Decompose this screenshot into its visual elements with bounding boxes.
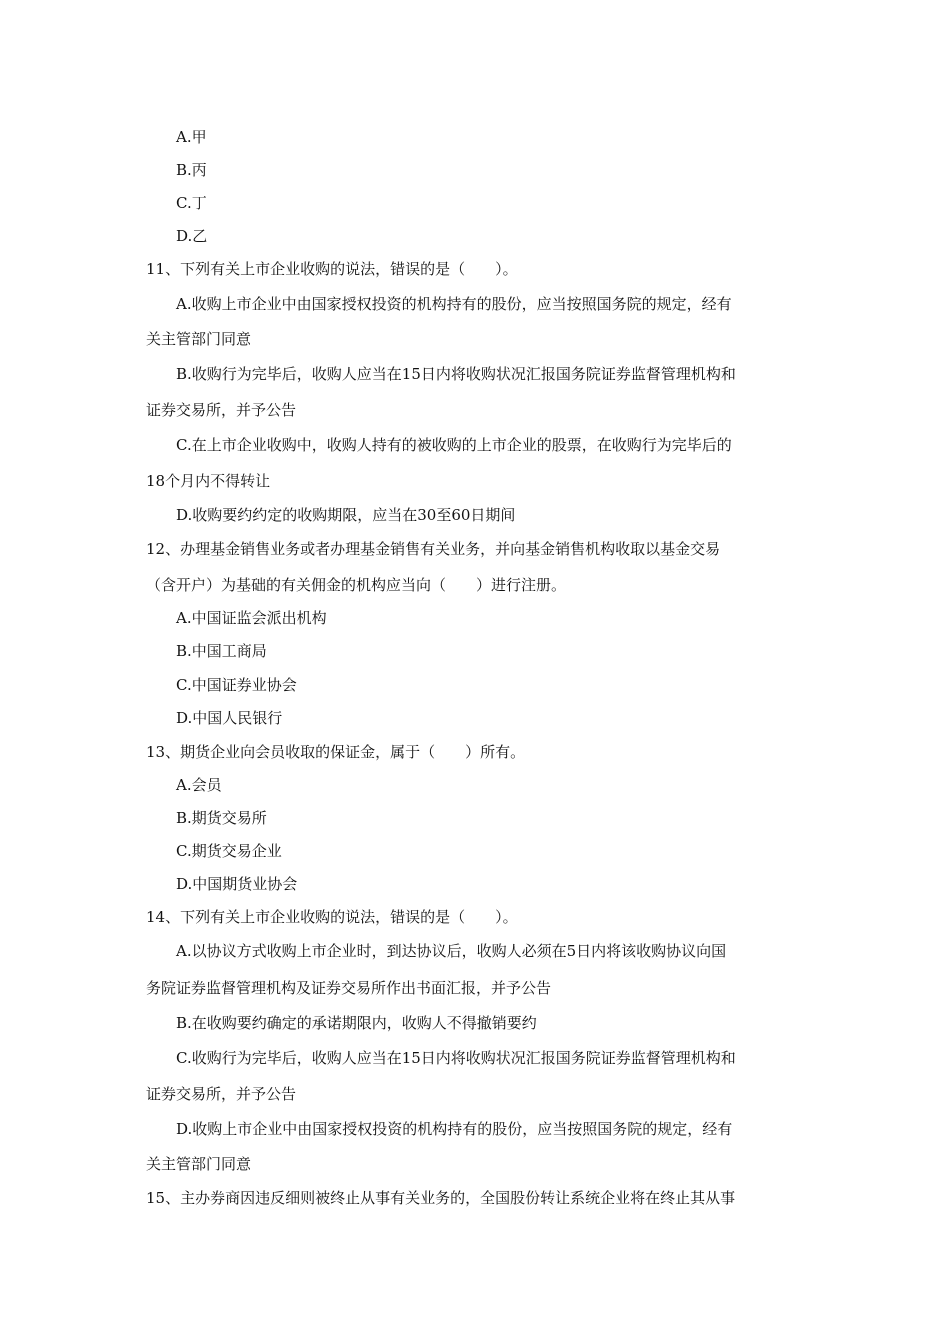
question-line: 12、办理基金销售业务或者办理基金销售有关业务，并向基金销售机构收取以基金交易 [146,540,721,558]
question-line: 13、期货企业向会员收取的保证金，属于（ ）所有。 [146,743,526,761]
question-line: 14、下列有关上市企业收购的说法，错误的是（ ）。 [146,908,518,926]
option-line: B.中国工商局 [176,642,267,660]
option-line: A.甲 [176,128,207,146]
question-line: 11、下列有关上市企业收购的说法，错误的是（ ）。 [146,260,518,278]
option-line: B.丙 [176,161,207,179]
text-continuation-line: 关主管部门同意 [146,330,252,348]
text-continuation-line: （含开户）为基础的有关佣金的机构应当向（ ）进行注册。 [146,576,567,594]
text-continuation-line: 务院证券监督管理机构及证券交易所作出书面汇报，并予公告 [146,979,552,997]
option-line: A.会员 [176,776,222,794]
option-line: D.乙 [176,227,208,245]
text-continuation-line: 18个月内不得转让 [146,472,271,490]
text-continuation-line: 证券交易所，并予公告 [146,401,297,419]
option-line: D.收购上市企业中由国家授权投资的机构持有的股份，应当按照国务院的规定，经有 [176,1120,733,1138]
question-line: 15、主办券商因违反细则被终止从事有关业务的，全国股份转让系统企业将在终止其从事 [146,1189,736,1207]
option-line: D.收购要约约定的收购期限，应当在30至60日期间 [176,506,516,524]
option-line: D.中国人民银行 [176,709,283,727]
option-line: A.以协议方式收购上市企业时，到达协议后，收购人必须在5日内将该收购协议向国 [176,942,727,960]
option-line: B.收购行为完毕后，收购人应当在15日内将收购状况汇报国务院证券监督管理机构和 [176,365,736,383]
option-line: C.丁 [176,194,207,212]
option-line: C.收购行为完毕后，收购人应当在15日内将收购状况汇报国务院证券监督管理机构和 [176,1049,736,1067]
text-continuation-line: 关主管部门同意 [146,1155,252,1173]
option-line: C.在上市企业收购中，收购人持有的被收购的上市企业的股票，在收购行为完毕后的 [176,436,732,454]
option-line: A.中国证监会派出机构 [176,609,327,627]
option-line: B.在收购要约确定的承诺期限内，收购人不得撤销要约 [176,1014,537,1032]
text-continuation-line: 证券交易所，并予公告 [146,1085,297,1103]
option-line: C.中国证券业协会 [176,676,297,694]
option-line: C.期货交易企业 [176,842,282,860]
option-line: D.中国期货业协会 [176,875,298,893]
option-line: B.期货交易所 [176,809,267,827]
option-line: A.收购上市企业中由国家授权投资的机构持有的股份，应当按照国务院的规定，经有 [176,295,732,313]
